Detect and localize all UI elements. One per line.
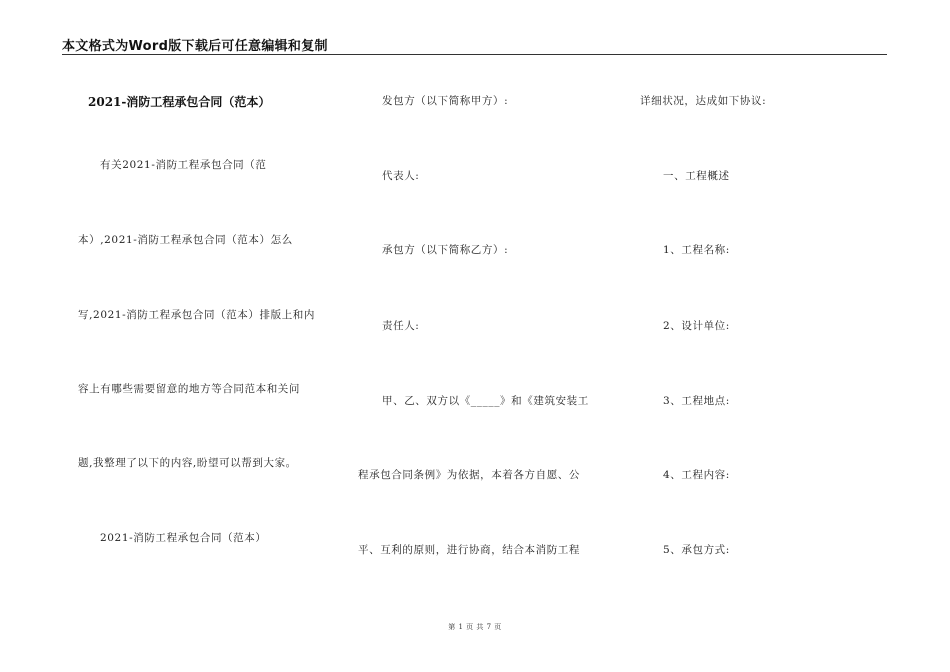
text-line: 4、工程内容: [663,469,730,481]
text-line: 本）,2021-消防工程承包合同（范本）怎么 [78,234,293,246]
text-line: 平、互利的原则，进行协商，结合本消防工程 [358,544,580,556]
text-line: 责任人: [382,320,420,332]
text-line: 程承包合同条例》为依据，本着各方自愿、公 [358,469,580,481]
text-line: 容上有哪些需要留意的地方等合同范本和关问 [78,383,300,395]
text-line: 详细状况，达成如下协议: [640,95,767,107]
text-line: 题,我整理了以下的内容,盼望可以帮到大家。 [78,457,297,469]
text-line: 代表人: [382,170,420,182]
text-line: 发包方（以下简称甲方）: [382,95,509,107]
header-banner: 本文格式为Word版下载后可任意编辑和复制 [62,39,328,54]
page-footer: 第 1 页 共 7 页 [448,623,502,631]
text-line: 承包方（以下简称乙方）: [382,244,509,256]
text-line: 甲、乙、双方以《_____》和《建筑安装工 [382,395,589,407]
header-divider [62,54,887,55]
text-line: 写,2021-消防工程承包合同（范本）排版上和内 [78,309,316,321]
text-line: 1、工程名称: [663,244,730,256]
text-line: 有关2021-消防工程承包合同（范 [100,159,267,171]
text-line: 5、承包方式: [663,544,730,556]
document-title: 2021-消防工程承包合同（范本） [88,95,271,109]
section-heading: 一、工程概述 [663,170,730,182]
text-line: 2、设计单位: [663,320,730,332]
section-heading: 2021-消防工程承包合同（范本） [100,532,267,544]
text-line: 3、工程地点: [663,395,730,407]
